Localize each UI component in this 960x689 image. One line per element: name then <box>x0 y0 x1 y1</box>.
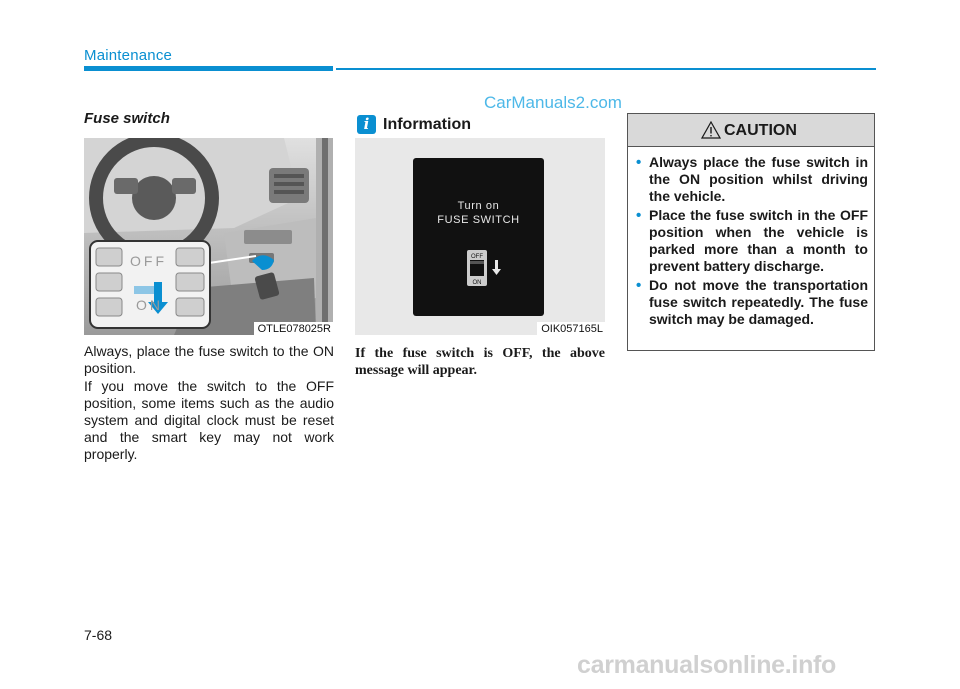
cluster-screen <box>413 158 544 316</box>
caution-list <box>636 154 868 330</box>
caution-box <box>627 113 875 351</box>
header-section-label: Maintenance <box>84 47 173 64</box>
caution-item-text: Place the fuse switch in the OFF position when the vehicle is parked more than a month to prevent battery discharge. <box>649 207 868 274</box>
header-rule-dark <box>84 66 333 71</box>
header-rule-light <box>336 68 876 70</box>
fuse-switch-photo <box>84 138 333 335</box>
info-text: If the fuse switch is OFF, the above message will appear. <box>355 346 605 378</box>
cluster-off-label: OFF <box>471 254 483 260</box>
cluster-message-line-2: FUSE SWITCH <box>437 214 520 226</box>
body-paragraph-1: Always, place the fuse switch to the ON position. <box>84 343 334 376</box>
cluster-on-label: ON <box>472 280 482 286</box>
bullet-icon: • <box>636 277 642 294</box>
cluster-image <box>355 138 605 335</box>
body-paragraph-2: If you move the switch to the OFF position, some items such as the audio system and digital clock must be reset and the smart key may not work properly. <box>84 378 334 462</box>
caution-item-text: Do not move the transportation fuse switch repeatedly. The fuse switch may be damaged. <box>649 277 868 327</box>
cluster-caption: OIK057165L <box>537 322 605 335</box>
watermark-top[interactable]: CarManuals2.com <box>484 93 622 112</box>
photo-on-label: ON <box>136 297 163 313</box>
photo-caption: OTLE078025R <box>254 322 333 335</box>
photo-off-label: OFF <box>130 253 167 269</box>
section-title: Fuse switch <box>84 110 170 127</box>
watermark-bottom[interactable]: carmanualsonline.info <box>577 651 837 679</box>
caution-item-text: Always place the fuse switch in the ON position whilst driving the vehicle. <box>649 154 868 204</box>
bullet-icon: • <box>636 154 642 171</box>
info-title: Information <box>383 116 471 133</box>
caution-title: CAUTION <box>724 122 797 139</box>
warning-triangle-icon <box>701 121 721 139</box>
caution-item <box>636 207 868 275</box>
caution-item <box>636 154 868 205</box>
caution-item <box>636 277 868 328</box>
page-number: 7-68 <box>84 627 113 643</box>
bullet-icon: • <box>636 207 642 224</box>
cluster-message-line-1: Turn on <box>457 200 500 212</box>
info-icon: i <box>357 115 376 134</box>
fuse-switch-graphic <box>413 158 544 316</box>
dashboard-illustration <box>84 138 333 335</box>
caution-header <box>628 114 874 147</box>
